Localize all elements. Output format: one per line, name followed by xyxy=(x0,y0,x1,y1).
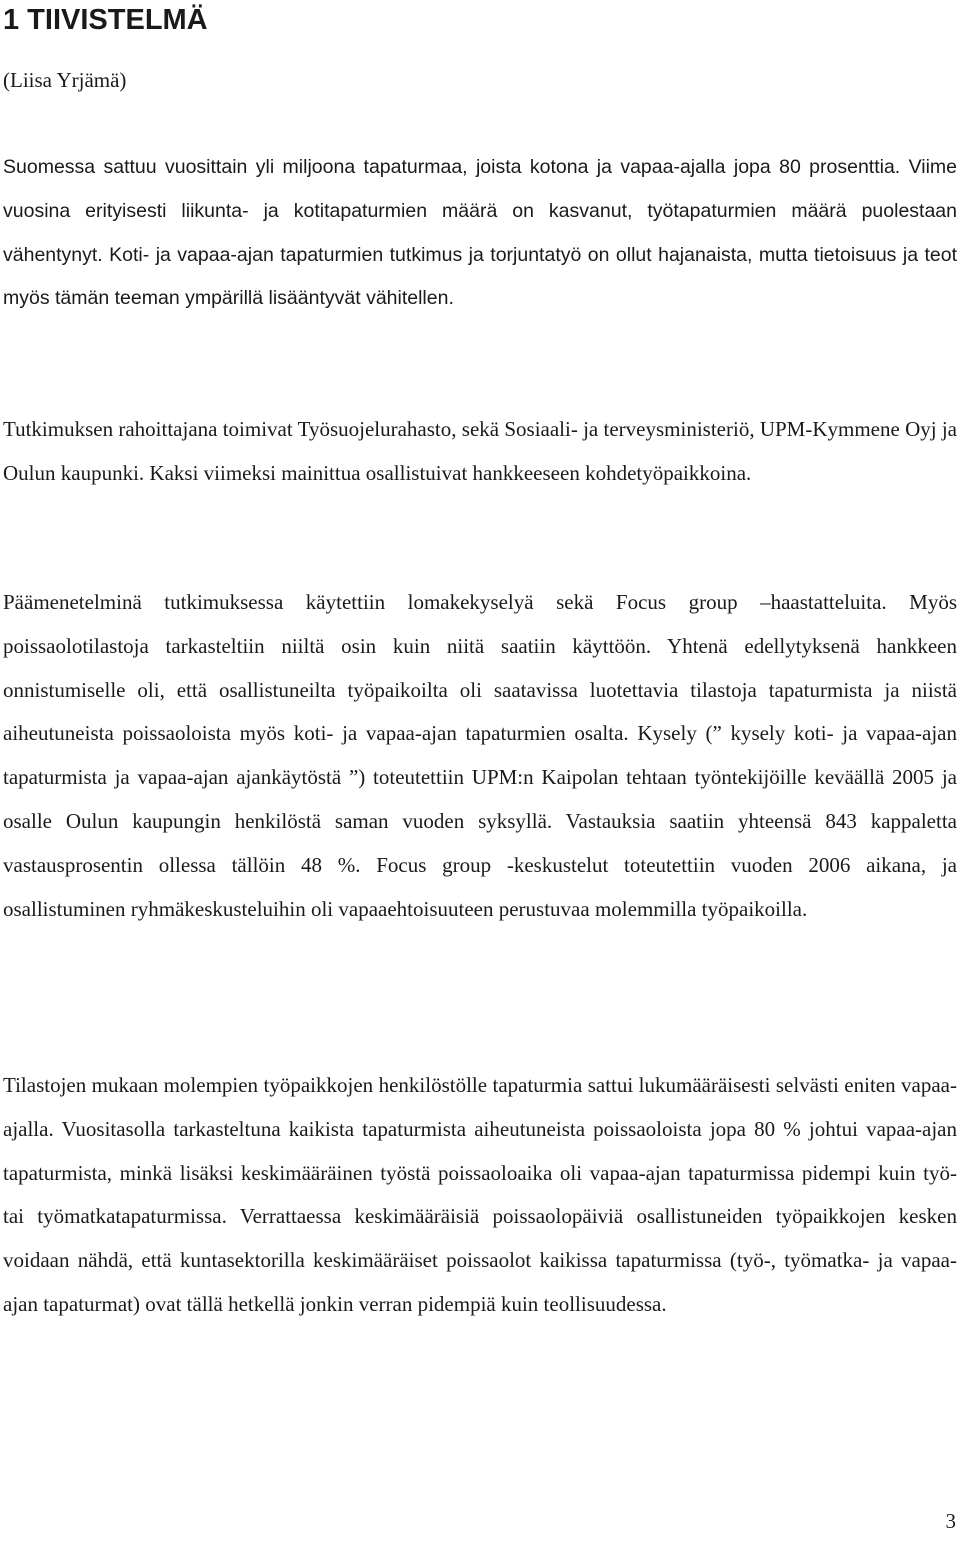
page-title: 1 TIIVISTELMÄ xyxy=(3,4,208,36)
paragraph-funding: Tutkimuksen rahoittajana toimivat Työsuojelurahasto, sekä Sosiaali- ja terveysministeriö, UPM-Kymmene Oyj ja Oulun kaupunki. Kaksi viimeksi mainittua osallistuivat hankkeeseen kohdetyöpaikkoina. xyxy=(3,417,957,485)
paragraph-methods: Päämenetelminä tutkimuksessa käytettiin lomakekyselyä sekä Focus group –haastatteluita. Myös poissaolotilastoja tarkasteltiin niiltä osin kuin niitä saatiin käyttöön. Yhtenä edellytyksenä hankkeen onnistumiselle oli, että osallistuneilta työpaikoilta oli saatavissa luotettavia tilastoja tapaturmista ja niistä aiheutuneista poissaoloista myös koti- ja vapaa-ajan tapaturmien osalta. Kysely (” kysely koti- ja vapaa-ajan tapaturmista ja vapaa-ajan ajankäytöstä ”) toteutettiin UPM:n Kaipolan tehtaan työntekijöille keväällä 2005 ja osalle Oulun kaupungin henkilöstä saman vuoden syksyllä. Vastauksia saatiin yhteensä 843 kappaletta vastausprosentin ollessa tällöin 48 %. Focus group -keskustelut toteutettiin vuoden 2006 aikana, ja osallistuminen ryhmäkeskusteluihin oli vapaaehtoisuuteen perustuvaa molemmilla työpaikoilla. xyxy=(3,590,957,921)
page-number: 3 xyxy=(945,1509,956,1533)
paragraph-results: Tilastojen mukaan molempien työpaikkojen henkilöstölle tapaturmia sattui lukumääräisesti selvästi eniten vapaa-ajalla. Vuositasolla tarkasteltuna kaikista tapaturmista aiheutuneista poissaoloista jopa 80 % johtui vapaa-ajan tapaturmista, minkä lisäksi keskimääräinen työstä poissaoloaika oli vapaa-ajan tapaturmissa pidempi kuin työ- tai työmatkatapaturmissa. Verrattaessa keskimääräisiä poissaolopäiviä osallistuneiden työpaikkojen kesken voidaan nähdä, että kuntasektorilla keskimääräiset poissaolot kaikissa tapaturmissa (työ-, työmatka- ja vapaa-ajan tapaturmat) ovat tällä hetkellä jonkin verran pidempiä kuin teollisuudessa. xyxy=(3,1073,957,1316)
paragraph-intro: Suomessa sattuu vuosittain yli miljoona tapaturmaa, joista kotona ja vapaa-ajalla jopa 80 prosenttia. Viime vuosina erityisesti liikunta- ja kotitapaturmien määrä on kasvanut, työtapaturmien määrä puolestaan vähentynyt. Koti- ja vapaa-ajan tapaturmien tutkimus ja torjuntatyö on ollut hajanaista, mutta tietoisuus ja teot myös tämän teeman ympärillä lisääntyvät vähitellen. xyxy=(3,156,957,310)
author-line: (Liisa Yrjämä) xyxy=(3,68,127,92)
